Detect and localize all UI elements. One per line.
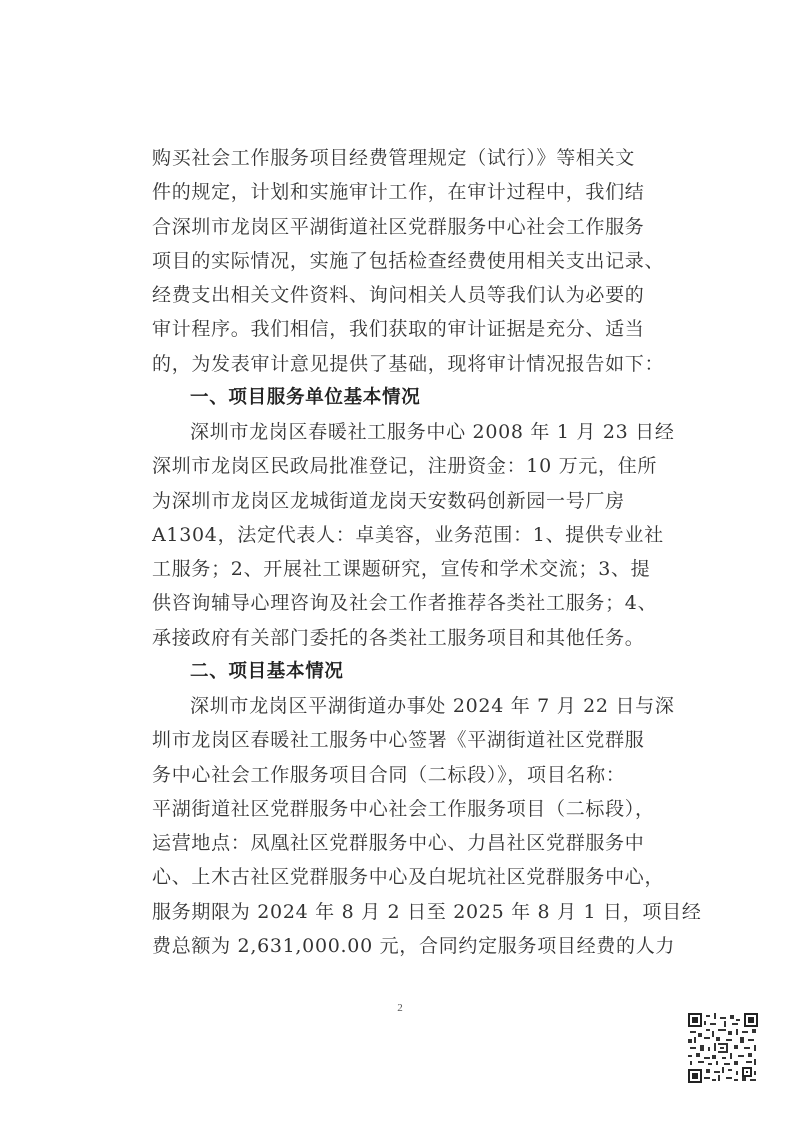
paragraph-line: 圳市龙岗区春暖社工服务中心签署《平湖街道社区党群服 — [152, 729, 645, 752]
qr-code-icon — [688, 1013, 758, 1083]
section-heading-1: 一、项目服务单位基本情况 — [190, 386, 421, 408]
paragraph-line: A1304，法定代表人：卓美容，业务范围：1、提供专业社 — [152, 523, 664, 546]
paragraph-line: 项目的实际情况，实施了包括检查经费使用相关支出记录、 — [152, 249, 665, 272]
page-number: 2 — [397, 1002, 403, 1014]
paragraph-line: 工服务；2、开展社工课题研究，宣传和学术交流；3、提 — [152, 558, 651, 580]
paragraph-line: 购买社会工作服务项目经费管理规定（试行）》等相关文 — [152, 147, 636, 169]
document-body — [152, 141, 702, 963]
paragraph-line: 合深圳市龙岗区平湖街道社区党群服务中心社会工作服务 — [152, 215, 645, 238]
paragraph-line: 为深圳市龙岗区龙城街道龙岗天安数码创新园一号厂房 — [152, 489, 625, 512]
paragraph-line: 务中心社会工作服务项目合同（二标段）》，项目名称： — [152, 763, 626, 786]
paragraph-line: 供咨询辅导心理咨询及社会工作者推荐各类社工服务；4、 — [152, 592, 658, 615]
paragraph-line: 深圳市龙岗区春暖社工服务中心 2008 年 1 月 23 日经 — [190, 421, 675, 443]
paragraph-line: 运营地点：凤凰社区党群服务中心、力昌社区党群服务中 — [152, 832, 645, 854]
section-heading-2: 二、项目基本情况 — [190, 660, 344, 682]
paragraph-line: 平湖街道社区党群服务中心社会工作服务项目（二标段）， — [152, 797, 655, 820]
paragraph-line: 件的规定，计划和实施审计工作，在审计过程中，我们结 — [152, 181, 645, 204]
paragraph-line: 深圳市龙岗区平湖街道办事处 2024 年 7 月 22 日与深 — [190, 695, 675, 717]
paragraph-line: 深圳市龙岗区民政局批准登记，注册资金：10 万元，住所 — [152, 455, 658, 478]
paragraph-line: 承接政府有关部门委托的各类社工服务项目和其他任务。 — [152, 626, 645, 649]
paragraph-line: 费总额为 2,631,000.00 元，合同约定服务项目经费的人力 — [152, 934, 676, 957]
paragraph-line: 经费支出相关文件资料、询问相关人员等我们认为必要的 — [152, 284, 645, 306]
paragraph-line: 服务期限为 2024 年 8 月 2 日至 2025 年 8 月 1 日，项目经 — [152, 900, 702, 923]
paragraph-line: 审计程序。我们相信，我们获取的审计证据是充分、适当 — [152, 318, 645, 341]
paragraph-line: 心、上木古社区党群服务中心及白坭坑社区党群服务中心， — [152, 866, 665, 889]
paragraph-line: 的，为发表审计意见提供了基础，现将审计情况报告如下： — [152, 352, 665, 375]
